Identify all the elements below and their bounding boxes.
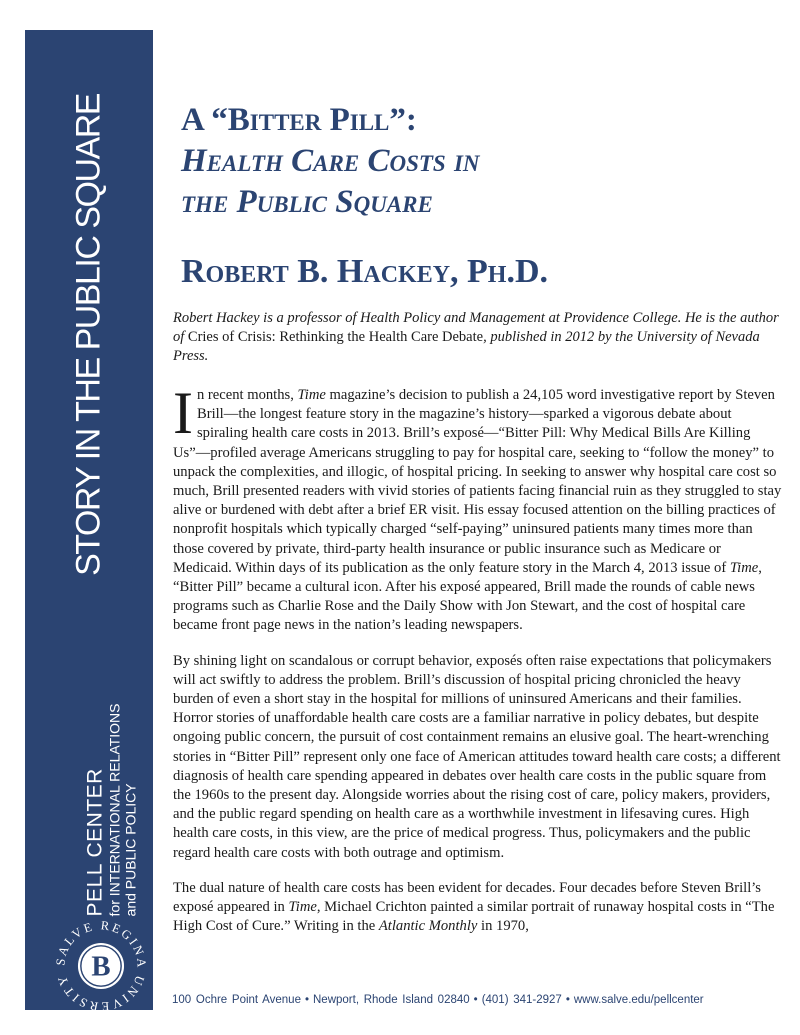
book-title: Cries of Crisis: Rethinking the Health Care Debate [187,329,484,345]
magazine-name: Atlantic Monthly [378,918,478,935]
footer-city: Newport, Rhode Island 02840 [313,994,470,1006]
paragraph-2: By shining light on scandalous or corrupt behavior, exposés often raise expectations that policymakers will act swiftly to address the problem. Brill’s discussion of hospital pricing chronicled the heavy burden of even a short stay in the hospital for millions of uninsured Americans and their families. Horror stories of unaffordable health care costs are a familiar narrative in policy debates, but despite ongoing public concern, the pursuit of cost containment remains an elusive goal. The heart-wrenching stories in “Bitter Pill” represent only one face of American attitudes toward health care costs; a different diagnosis of health care spending appeared in debates over health care costs in the public square from the 1960s to the present day. Alongside worries about the rising cost of care, policy makers, providers, and the public regard spending on health care as a worthwhile investment in lifesaving cures. High health care costs, in this view, are the price of medical progress. Thus, policymakers and the public regard health care costs with both outrage and optimism. [173,652,781,861]
sidebar-band [25,30,153,1014]
paragraph-1: In recent months, Time magazine’s decision to publish a 24,105 word investigative report by Steven Brill—the longest feature story in the magazine’s history—sparked a vigorous debate about spiraling health care costs in 2013. Brill’s exposé—“Bitter Pill: Why Medical Bills Are Killing Us”—profiled average Americans struggling to pay for hospital care, seeking to “follow the money” to unpack the complexities, and illogic, of hospital pricing. In seeking to answer why hospital care cost so much, Brill presented readers with vivid stories of patients facing financial ruin as they struggled to stay alive or burdened with debt after a brief ER visit. His essay focused attention on the billing practices of nonprofit hospitals which typically charged “self-paying” uninsured patients many times more than those covered by private, third-party health insurance or public insurance such as Medicare or Medicaid. Within days of its publication as the only feature story in the March 4, 2013 issue of Time, “Bitter Pill” became a cultural icon. After his exposé appeared, Brill made the rounds of cable news programs such as Charlie Rose and the Daily Show with Jon Stewart, and the cost of hospital care became front page news in the nation’s leading newspapers. [173,380,782,634]
footer-address: 100 Ochre Point Avenue [172,994,301,1006]
university-seal-icon [53,918,149,1014]
drop-cap: I [173,380,193,446]
seal-text: SALVE REGINA UNIVERSITY [53,918,149,1014]
footer-phone: (401) 341-2927 [481,994,562,1006]
author-bio: Robert Hackey is a professor of Health Policy and Management at Providence College. He is the author of Cries of Crisis: Rethinking the Health Care Debate, published in 2012 by the University of Nevada Press. [173,310,779,364]
seal-letter: B [91,950,111,983]
article-title [181,100,771,223]
magazine-name: Time [288,899,317,916]
paragraph-3: The dual nature of health care costs has been evident for decades. Four decades before Steven Brill’s exposé appeared in Time, Michael Crichton painted a similar portrait of runaway hospital costs in “The High Cost of Cure.” Writing in the Atlantic Monthly in 1970, [173,879,775,935]
author-name: Robert B. Hackey, Ph.D. [181,253,549,290]
org-line-3: and PUBLIC POLICY [122,783,139,917]
org-line-2: for INTERNATIONAL RELATIONS [106,703,123,917]
magazine-name: Time [729,559,759,576]
series-title: STORY IN THE PUBLIC SQUARE [69,94,108,576]
contact-footer [172,994,784,1006]
title-line-1: A “Bitter Pill”: [181,102,417,138]
footer-separator: • [473,994,478,1006]
footer-separator: • [304,994,309,1006]
footer-website-link[interactable]: www.salve.edu/pellcenter [573,994,704,1006]
org-name: PELL CENTER [83,768,107,917]
article-body [173,380,783,953]
magazine-name: Time [297,387,326,403]
title-line-2: Health Care Costs in [181,143,480,179]
title-line-3: the Public Square [181,184,433,220]
pell-center-label [84,704,139,917]
footer-separator: • [565,994,570,1006]
